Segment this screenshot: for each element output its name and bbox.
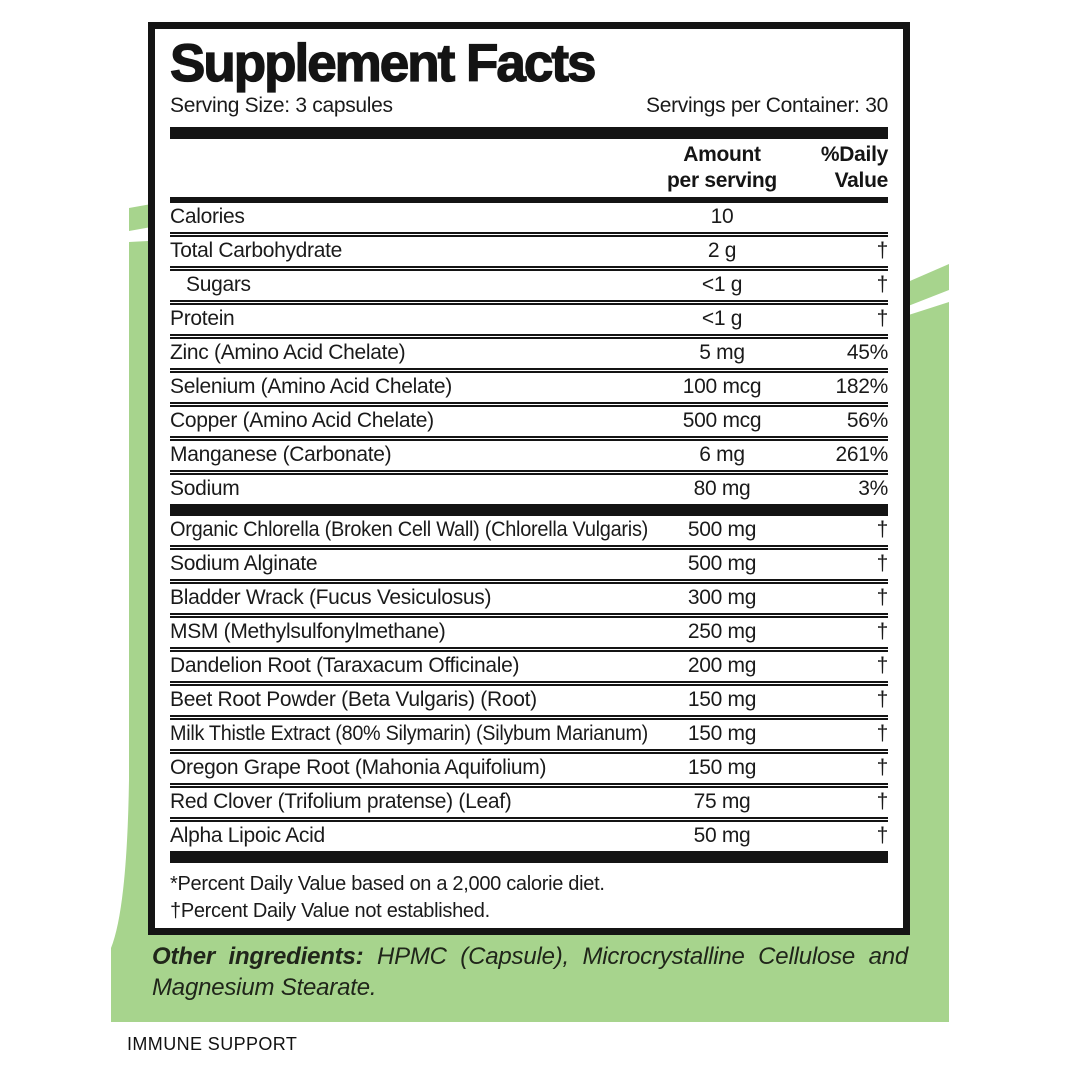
column-header-dv-line1: %Daily xyxy=(820,143,888,166)
nutrient-row xyxy=(170,516,888,550)
footnote-daily-value: *Percent Daily Value based on a 2,000 calorie diet. xyxy=(170,873,605,895)
nutrient-daily-value: † xyxy=(876,273,888,296)
nutrient-amount: 5 mg xyxy=(699,341,745,364)
nutrient-name: Oregon Grape Root (Mahonia Aquifolium) xyxy=(170,756,547,779)
nutrient-daily-value: † xyxy=(876,552,888,575)
nutrient-name-cell xyxy=(170,822,648,850)
nutrient-name-cell xyxy=(170,271,648,299)
nutrient-row xyxy=(170,203,888,237)
nutrient-amount: 250 mg xyxy=(687,620,757,643)
nutrient-amount: <1 g xyxy=(701,273,743,296)
nutrient-row xyxy=(170,475,888,516)
nutrient-daily-value: † xyxy=(876,586,888,609)
nutrient-daily-value: † xyxy=(876,824,888,847)
nutrient-name-cell xyxy=(170,305,648,333)
nutrient-name: Total Carbohydrate xyxy=(170,239,343,262)
nutrient-name-cell xyxy=(170,550,648,578)
nutrient-amount: <1 g xyxy=(701,307,743,330)
nutrient-amount: 80 mg xyxy=(693,477,751,500)
panel-title: Supplement Facts xyxy=(170,34,595,93)
nutrient-amount: 100 mcg xyxy=(682,375,762,398)
nutrient-amount: 75 mg xyxy=(693,790,751,813)
nutrient-daily-value: † xyxy=(876,239,888,262)
nutrient-row xyxy=(170,686,888,720)
nutrient-daily-value: 261% xyxy=(835,443,888,466)
nutrient-name: Alpha Lipoic Acid xyxy=(170,824,325,847)
nutrient-amount: 150 mg xyxy=(687,688,757,711)
nutrient-name: Sodium Alginate xyxy=(170,552,318,575)
column-header-amount-line2: per serving xyxy=(667,169,777,192)
nutrient-amount: 500 mg xyxy=(687,552,757,575)
nutrient-amount: 200 mg xyxy=(687,654,757,677)
nutrient-name: Selenium (Amino Acid Chelate) xyxy=(170,375,452,398)
nutrient-name-cell xyxy=(170,237,648,265)
nutrient-name: Manganese (Carbonate) xyxy=(170,443,392,466)
nutrient-row xyxy=(170,407,888,441)
supplement-facts-panel xyxy=(148,22,910,935)
nutrient-name-cell xyxy=(170,584,648,612)
nutrient-name-cell xyxy=(170,407,648,435)
nutrient-name-cell xyxy=(170,686,648,714)
nutrient-row xyxy=(170,754,888,788)
nutrient-row xyxy=(170,618,888,652)
nutrient-row xyxy=(170,271,888,305)
nutrient-name: Dandelion Root (Taraxacum Officinale) xyxy=(170,654,520,677)
nutrient-row xyxy=(170,305,888,339)
nutrient-amount: 500 mcg xyxy=(682,409,762,432)
nutrient-name: Zinc (Amino Acid Chelate) xyxy=(170,341,406,364)
nutrient-name: Sodium xyxy=(170,477,240,500)
nutrient-name-cell xyxy=(170,373,648,401)
nutrient-daily-value: 56% xyxy=(846,409,888,432)
nutrient-row xyxy=(170,584,888,618)
nutrient-name-cell xyxy=(170,339,648,367)
nutrient-row xyxy=(170,822,888,863)
nutrient-amount: 50 mg xyxy=(693,824,751,847)
nutrient-name-cell xyxy=(170,788,648,816)
serving-size: Serving Size: 3 capsules xyxy=(170,94,393,117)
column-header-row xyxy=(170,139,888,203)
nutrient-row xyxy=(170,788,888,822)
nutrient-daily-value: † xyxy=(876,756,888,779)
footnotes xyxy=(170,863,888,925)
nutrient-name-cell xyxy=(170,203,648,231)
nutrient-amount: 150 mg xyxy=(687,722,757,745)
image-caption: IMMUNE SUPPORT xyxy=(127,1034,298,1054)
nutrient-amount: 2 g xyxy=(707,239,737,262)
nutrient-daily-value: 182% xyxy=(835,375,888,398)
nutrient-name-cell xyxy=(170,652,648,680)
nutrient-amount: 300 mg xyxy=(687,586,757,609)
nutrient-amount: 6 mg xyxy=(699,443,745,466)
nutrient-row xyxy=(170,237,888,271)
nutrient-name-cell xyxy=(170,754,648,782)
nutrient-row xyxy=(170,720,888,754)
column-header-daily-value xyxy=(796,142,888,194)
nutrient-table xyxy=(170,203,888,863)
column-header-amount xyxy=(648,142,796,194)
nutrient-daily-value: † xyxy=(876,790,888,813)
nutrient-name-cell xyxy=(170,720,648,748)
other-ingredients-label: Other ingredients: xyxy=(152,943,364,970)
nutrient-name-cell xyxy=(170,618,648,646)
nutrient-name: Bladder Wrack (Fucus Vesiculosus) xyxy=(170,586,492,609)
other-ingredients-text: HPMC (Capsule), Microcrystalline Cellulose and Magnesium Stearate. xyxy=(152,943,909,1001)
nutrient-daily-value: † xyxy=(876,307,888,330)
nutrient-name: Protein xyxy=(170,307,235,330)
nutrient-name-cell xyxy=(170,516,648,544)
nutrient-row xyxy=(170,652,888,686)
nutrient-row xyxy=(170,339,888,373)
nutrient-daily-value: † xyxy=(876,688,888,711)
serving-info-row xyxy=(170,93,888,118)
nutrient-daily-value: † xyxy=(876,722,888,745)
nutrient-row xyxy=(170,373,888,407)
nutrient-daily-value: † xyxy=(876,620,888,643)
nutrient-name: Milk Thistle Extract (80% Silymarin) (Silybum Marianum) xyxy=(170,722,648,745)
nutrient-name: Beet Root Powder (Beta Vulgaris) (Root) xyxy=(170,688,537,711)
nutrient-name: Sugars xyxy=(186,273,251,296)
nutrient-name: MSM (Methylsulfonylmethane) xyxy=(170,620,446,643)
nutrient-name: Organic Chlorella (Broken Cell Wall) (Chlorella Vulgaris) xyxy=(170,518,648,541)
thick-divider-top xyxy=(170,127,888,139)
nutrient-amount: 500 mg xyxy=(687,518,757,541)
other-ingredients xyxy=(152,941,908,1003)
nutrient-daily-value: 3% xyxy=(858,477,888,500)
nutrient-name-cell xyxy=(170,475,648,503)
nutrient-daily-value: † xyxy=(876,654,888,677)
nutrient-row xyxy=(170,441,888,475)
column-header-dv-line2: Value xyxy=(834,169,888,192)
nutrient-name: Calories xyxy=(170,205,245,228)
nutrient-daily-value: 45% xyxy=(846,341,888,364)
nutrient-daily-value: † xyxy=(876,518,888,541)
nutrient-row xyxy=(170,550,888,584)
footnote-not-established: †Percent Daily Value not established. xyxy=(170,900,490,922)
nutrient-name: Copper (Amino Acid Chelate) xyxy=(170,409,434,432)
nutrient-amount: 150 mg xyxy=(687,756,757,779)
servings-per-container: Servings per Container: 30 xyxy=(645,94,888,117)
nutrient-name: Red Clover (Trifolium pratense) (Leaf) xyxy=(170,790,512,813)
nutrient-name-cell xyxy=(170,441,648,469)
nutrient-amount: 10 xyxy=(710,205,734,228)
column-header-amount-line1: Amount xyxy=(683,143,761,166)
